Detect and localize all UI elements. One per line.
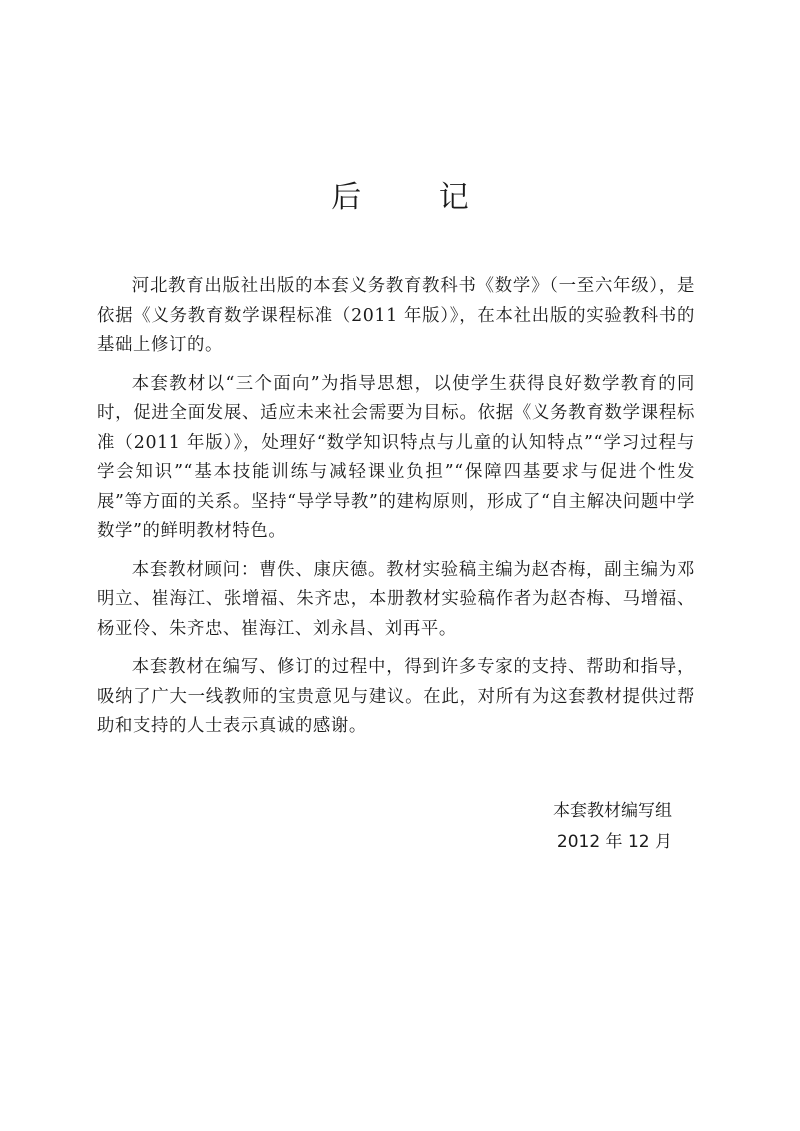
signature-author: 本套教材编写组 (553, 801, 672, 821)
document-body (97, 272, 695, 751)
signature-date: 2012 年 12 月 (556, 832, 672, 852)
paragraph: 河北教育出版社出版的本套义务教育教科书《数学》（一至六年级），是依据《义务教育数学课程标准（2011 年版）》，在本社出版的实验教科书的基础上修订的。 (97, 276, 695, 355)
page-title: 后 记 (331, 180, 503, 215)
paragraph: 本套教材顾问：曹佚、康庆德。教材实验稿主编为赵杏梅，副主编为邓明立、崔海江、张增福、朱齐忠，本册教材实验稿作者为赵杏梅、马增福、杨亚伶、朱齐忠、崔海江、刘永昌、刘再平。 (97, 559, 695, 639)
paragraph: 本套教材在编写、修订的过程中，得到许多专家的支持、帮助和指导，吸纳了广大一线教师的宝贵意见与建议。在此，对所有为这套教材提供过帮助和支持的人士表示真诚的感谢。 (97, 657, 695, 736)
paragraph: 本套教材以“三个面向”为指导思想，以使学生获得良好数学教育的同时，促进全面发展、适应未来社会需要为目标。依据《义务教育数学课程标准（2011 年版）》，处理好“数学知识特点与儿童的认知特点”“学习过程与学会知识”“基本技能训练与减轻课业负担”“保障四基要求与促进个性发展”等方面的关系。坚持“导学导教”的建构原则，形成了“自主解决问题中学数学”的鲜明教材特色。 (97, 373, 695, 541)
signature-block (553, 796, 672, 858)
